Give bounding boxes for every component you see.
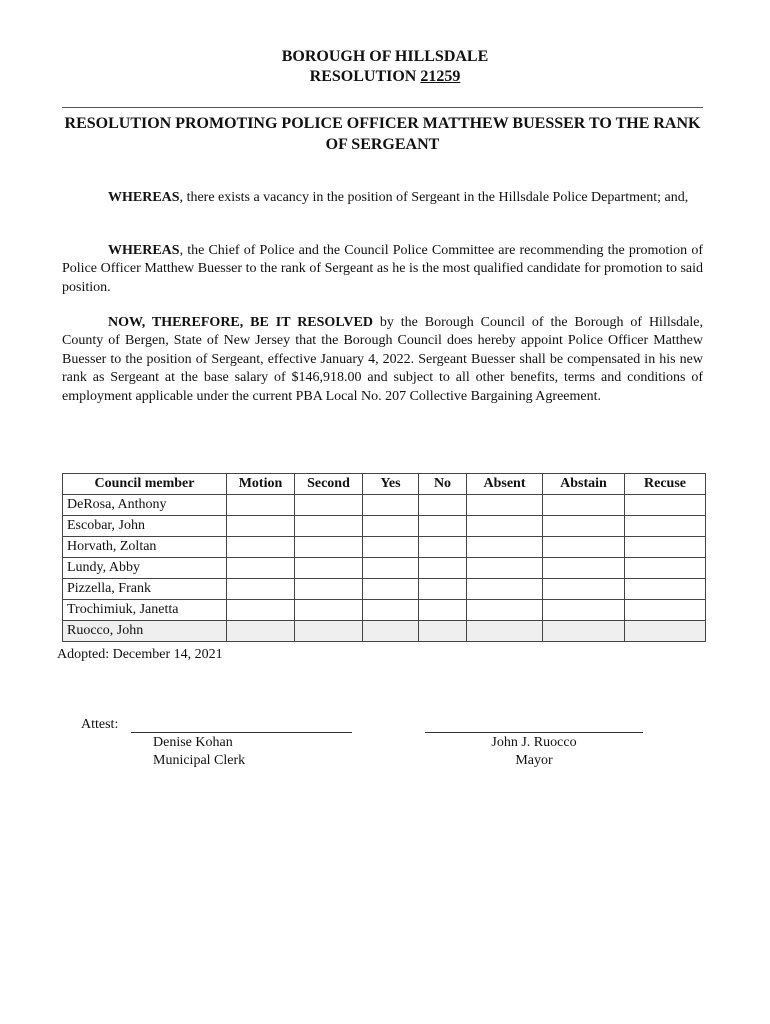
resolved-lead: NOW, THEREFORE, BE IT RESOLVED <box>108 315 373 330</box>
whereas-lead-2: WHEREAS <box>108 243 180 258</box>
vote-cell <box>363 621 419 642</box>
whereas-paragraph-2 <box>62 242 703 297</box>
vote-cell <box>543 516 625 537</box>
whereas-text-1: , there exists a vacancy in the position of Sergeant in the Hillsdale Police Department; and, <box>179 190 689 205</box>
vote-cell <box>419 516 467 537</box>
vote-cell <box>363 537 419 558</box>
table-row <box>63 621 706 642</box>
col-header-no: No <box>419 474 467 495</box>
vote-cell <box>543 558 625 579</box>
vote-cell <box>625 537 706 558</box>
clerk-title: Municipal Clerk <box>153 753 246 768</box>
vote-cell <box>295 495 363 516</box>
vote-cell <box>543 621 625 642</box>
vote-cell <box>227 516 295 537</box>
resolution-title: RESOLUTION PROMOTING POLICE OFFICER MATTHEW BUESSER TO THE RANK OF SERGEANT <box>64 115 701 153</box>
vote-cell <box>363 579 419 600</box>
vote-cell <box>467 537 543 558</box>
col-header-yes: Yes <box>363 474 419 495</box>
vote-cell <box>295 558 363 579</box>
vote-cell <box>543 579 625 600</box>
vote-cell <box>419 495 467 516</box>
vote-cell <box>625 621 706 642</box>
header-divider <box>62 107 703 108</box>
vote-cell <box>295 600 363 621</box>
table-row <box>63 600 706 621</box>
borough-heading: BOROUGH OF HILLSDALE <box>281 48 489 65</box>
mayor-title: Mayor <box>515 753 553 768</box>
col-header-recuse: Recuse <box>625 474 706 495</box>
vote-cell <box>363 495 419 516</box>
col-header-council-member: Council member <box>63 474 227 495</box>
vote-cell <box>543 537 625 558</box>
vote-cell <box>625 516 706 537</box>
resolved-paragraph <box>62 314 703 406</box>
vote-cell <box>625 579 706 600</box>
col-header-motion: Motion <box>227 474 295 495</box>
resolution-heading <box>0 67 770 87</box>
clerk-name: Denise Kohan <box>153 735 233 750</box>
vote-table-header-row <box>63 474 706 495</box>
resolution-number: 21259 <box>420 68 461 85</box>
vote-cell <box>625 600 706 621</box>
member-name: DeRosa, Anthony <box>63 495 227 516</box>
vote-cell <box>419 621 467 642</box>
whereas-text-2: , the Chief of Police and the Council Police Committee are recommending the promotion of Police Officer Matthew Buesser to the rank of Sergeant as he is the most qualified candidate for promotion to said position. <box>62 243 703 295</box>
vote-cell <box>467 495 543 516</box>
table-row <box>63 558 706 579</box>
mayor-name: John J. Ruocco <box>491 735 577 750</box>
vote-cell <box>363 558 419 579</box>
resolved-text: by the Borough Council of the Borough of Hillsdale, County of Bergen, State of New Jersey that the Borough Council does hereby appoint Police Officer Matthew Buesser to the position of Sergeant, effective January 4, 2022. Sergeant Buesser shall be compensated in his new rank as Sergeant at the base salary of $146,918.00 and subject to all other benefits, terms and conditions of employment applicable under the current PBA Local No. 207 Collective Bargaining Agreement. <box>62 315 703 404</box>
whereas-paragraph-1 <box>62 189 703 207</box>
whereas-lead-1: WHEREAS <box>108 190 180 205</box>
col-header-absent: Absent <box>467 474 543 495</box>
vote-cell <box>419 600 467 621</box>
vote-cell <box>295 516 363 537</box>
vote-cell <box>227 600 295 621</box>
vote-table <box>62 473 706 642</box>
vote-cell <box>543 600 625 621</box>
table-row <box>63 579 706 600</box>
vote-cell <box>227 495 295 516</box>
vote-cell <box>295 621 363 642</box>
table-row <box>63 495 706 516</box>
vote-cell <box>295 537 363 558</box>
vote-cell <box>625 495 706 516</box>
mayor-signature-line <box>425 732 643 733</box>
vote-cell <box>467 558 543 579</box>
vote-cell <box>227 621 295 642</box>
member-name: Pizzella, Frank <box>63 579 227 600</box>
col-header-second: Second <box>295 474 363 495</box>
clerk-signature-line <box>131 732 352 733</box>
vote-cell <box>625 558 706 579</box>
vote-cell <box>419 579 467 600</box>
vote-cell <box>419 558 467 579</box>
vote-cell <box>295 579 363 600</box>
member-name: Lundy, Abby <box>63 558 227 579</box>
vote-cell <box>363 600 419 621</box>
member-name: Trochimiuk, Janetta <box>63 600 227 621</box>
vote-cell <box>467 579 543 600</box>
vote-cell <box>467 516 543 537</box>
table-row <box>63 516 706 537</box>
vote-cell <box>467 600 543 621</box>
col-header-abstain: Abstain <box>543 474 625 495</box>
vote-cell <box>419 537 467 558</box>
resolution-label: RESOLUTION <box>309 68 421 85</box>
attest-label: Attest: <box>81 717 119 732</box>
vote-cell <box>467 621 543 642</box>
member-name: Escobar, John <box>63 516 227 537</box>
member-name: Ruocco, John <box>63 621 227 642</box>
member-name: Horvath, Zoltan <box>63 537 227 558</box>
vote-cell <box>543 495 625 516</box>
vote-cell <box>227 558 295 579</box>
adopted-date: Adopted: December 14, 2021 <box>57 647 223 662</box>
vote-cell <box>227 579 295 600</box>
vote-cell <box>363 516 419 537</box>
vote-cell <box>227 537 295 558</box>
table-row <box>63 537 706 558</box>
